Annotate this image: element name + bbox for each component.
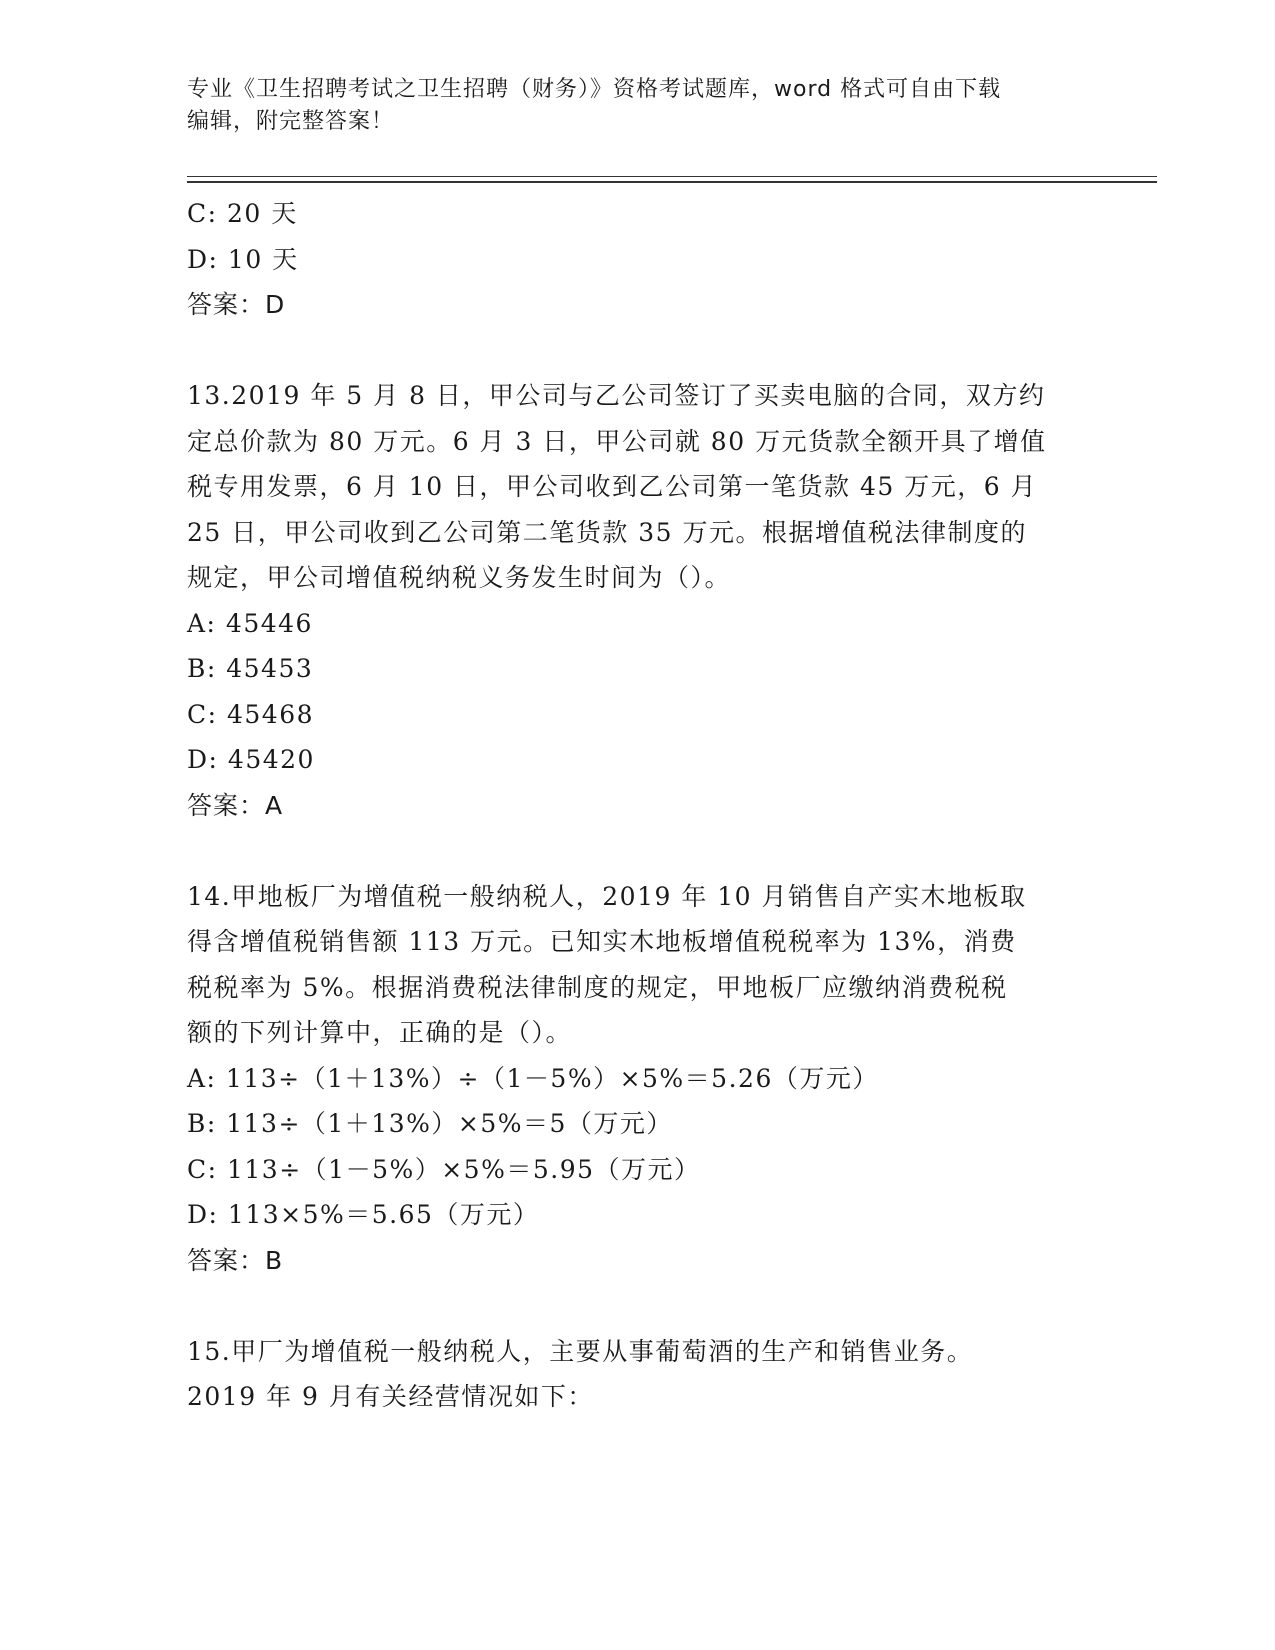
- question-text-line: 14.甲地板厂为增值税一般纳税人，2019 年 10 月销售自产实木地板取: [187, 881, 1027, 911]
- question-text-line: 额的下列计算中，正确的是（）。: [187, 1018, 573, 1047]
- document-header: [187, 74, 1087, 138]
- option-c: C: 113÷（1－5%）×5%＝5.95（万元）: [187, 1154, 701, 1184]
- question-text-line: 税专用发票，6 月 10 日，甲公司收到乙公司第一笔货款 45 万元，6 月: [187, 472, 1038, 501]
- spacer: [187, 828, 1087, 874]
- spacer: [187, 1283, 1087, 1329]
- option-d: D: 113×5%＝5.65（万元）: [187, 1200, 540, 1229]
- question-13: [187, 373, 1087, 828]
- spacer: [187, 328, 1087, 374]
- option-d: D: 10 天: [187, 244, 299, 274]
- question-text-line: 13.2019 年 5 月 8 日，甲公司与乙公司签订了买卖电脑的合同，双方约: [187, 381, 1046, 410]
- question-text-line: 规定，甲公司增值税纳税义务发生时间为（）。: [187, 563, 732, 592]
- option-c: C: 45468: [187, 699, 315, 729]
- document-body: [187, 191, 1087, 1420]
- prev-question: [187, 191, 1087, 328]
- option-c: C: 20 天: [187, 199, 298, 228]
- option-b: B: 45453: [187, 654, 314, 683]
- question-15: [187, 1329, 1087, 1420]
- header-line-1: 专业《卫生招聘考试之卫生招聘（财务）》资格考试题库，word 格式可自由下载: [187, 77, 1002, 102]
- question-text-line: 得含增值税销售额 113 万元。已知实木地板增值税税率为 13%，消费: [187, 927, 1017, 956]
- answer-line: 答案：B: [187, 1245, 284, 1275]
- question-text-line: 25 日，甲公司收到乙公司第二笔货款 35 万元。根据增值税法律制度的: [187, 517, 1027, 547]
- question-text-line: 15.甲厂为增值税一般纳税人，主要从事葡萄酒的生产和销售业务。: [187, 1336, 974, 1366]
- option-a: A: 45446: [187, 608, 313, 638]
- option-a: A: 113÷（1＋13%）÷（1－5%）×5%＝5.26（万元）: [187, 1063, 879, 1093]
- option-b: B: 113÷（1＋13%）×5%＝5（万元）: [187, 1109, 673, 1138]
- header-divider-thick: [187, 181, 1157, 183]
- option-d: D: 45420: [187, 745, 315, 774]
- answer-line: 答案：A: [187, 790, 284, 820]
- question-text-line: 税税率为 5%。根据消费税法律制度的规定，甲地板厂应缴纳消费税税: [187, 972, 1008, 1002]
- answer-line: 答案：D: [187, 290, 286, 319]
- question-text-line: 定总价款为 80 万元。6 月 3 日，甲公司就 80 万元货款全额开具了增值: [187, 426, 1047, 456]
- question-text-line: 2019 年 9 月有关经营情况如下：: [187, 1382, 594, 1411]
- header-divider-thin: [187, 176, 1157, 177]
- question-14: [187, 874, 1087, 1284]
- header-line-2: 编辑，附完整答案！: [187, 109, 395, 134]
